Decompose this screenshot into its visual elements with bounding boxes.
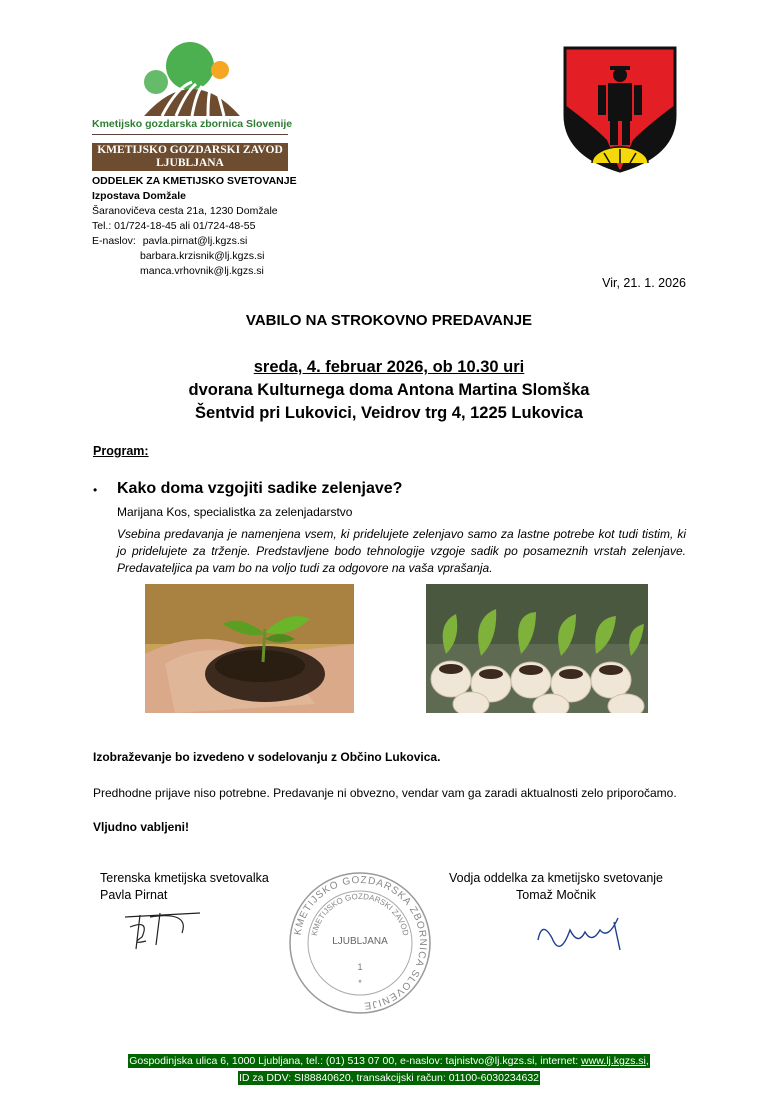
- seedling-hands-photo: [145, 584, 354, 713]
- signature-right-drawing: [530, 910, 630, 965]
- signature-left: [100, 870, 269, 904]
- collaboration-note: Izobraževanje bo izvedeno v sodelovanju z Občino Lukovica.: [93, 750, 441, 764]
- footer-address: Gospodinjska ulica 6, 1000 Ljubljana, tel.: (01) 513 07 00, e-naslov: tajnistvo@lj.kgzs.si, internet:: [129, 1055, 582, 1067]
- org-name: Kmetijsko gozdarska zbornica Slovenije: [92, 118, 293, 130]
- official-stamp: [285, 868, 435, 1018]
- svg-text:KMETIJSKO GOZDARSKA ZBORNICA S: KMETIJSKO GOZDARSKA ZBORNICA SLOVENIJE: [292, 874, 429, 1011]
- program-label: Program:: [93, 444, 149, 458]
- signature-right: [441, 870, 671, 904]
- address: Šaranovičeva cesta 21a, 1230 Domžale: [92, 205, 278, 217]
- footer-tax-info: ID za DDV: SI88840620, transakcijski račun: 01100-6030234632: [238, 1072, 540, 1084]
- email-link[interactable]: pavla.pirnat@lj.kgzs.si: [142, 235, 248, 247]
- email-link[interactable]: manca.vrhovnik@lj.kgzs.si: [140, 265, 264, 277]
- institute-banner: [92, 143, 288, 171]
- phone: Tel.: 01/724-18-45 ali 01/724-48-55: [92, 220, 256, 232]
- lecture-description: Vsebina predavanja je namenjena vsem, ki pridelujete zelenjavo samo za lastne potrebe kot tudi tistim, ki jo pridelujete za trženje. Predstavljene bodo tehnologije vzgoje sadik po posameznih vrstah zelenjave. Predavateljica pa vam bo na voljo tudi za odgovore na vaša vprašanja.: [117, 527, 686, 575]
- svg-text:LJUBLJANA: LJUBLJANA: [332, 936, 388, 947]
- svg-text:*: *: [358, 978, 362, 988]
- institute-line2: LJUBLJANA: [156, 157, 224, 169]
- signature-left-name: Pavla Pirnat: [100, 888, 168, 902]
- department: ODDELEK ZA KMETIJSKO SVETOVANJE: [92, 175, 297, 187]
- lecture-title: Kako doma vzgojiti sadike zelenjave?: [117, 480, 403, 497]
- svg-text:KMETIJSKO GOZDARSKI ZAVOD: KMETIJSKO GOZDARSKI ZAVOD: [309, 891, 411, 937]
- email-label: E-naslov:: [92, 235, 136, 247]
- footer-line2: [0, 1072, 778, 1084]
- signature-left-drawing: [120, 905, 220, 955]
- event-location: Šentvid pri Lukovici, Veidrov trg 4, 1225 Lukovica: [195, 404, 583, 422]
- event-when: sreda, 4. februar 2026, ob 10.30 uri: [253, 358, 525, 376]
- prereg-note: Predhodne prijave niso potrebne. Predavanje ni obvezno, vendar vam ga zaradi aktualnosti zelo priporočamo.: [93, 786, 677, 800]
- event-venue: dvorana Kulturnega doma Antona Martina Slomška: [188, 381, 590, 399]
- signature-right-name: Tomaž Močnik: [516, 888, 596, 902]
- bullet-icon: •: [93, 483, 98, 497]
- email-link[interactable]: barbara.krzisnik@lj.kgzs.si: [140, 250, 265, 262]
- institute-line1: KMETIJSKO GOZDARSKI ZAVOD: [97, 144, 283, 156]
- footer-comma: ,: [645, 1055, 649, 1067]
- document-date: Vir, 21. 1. 2026: [602, 276, 686, 290]
- event-details: [0, 356, 778, 425]
- contact-block: [92, 174, 297, 279]
- org-divider: [92, 134, 288, 135]
- page-title: VABILO NA STROKOVNO PREDAVANJE: [245, 312, 533, 329]
- footer-website-link[interactable]: www.lj.kgzs.si: [581, 1055, 646, 1067]
- signature-left-role: Terenska kmetijska svetovalka: [100, 871, 269, 885]
- svg-text:1: 1: [357, 962, 363, 972]
- municipality-crest: [562, 45, 678, 173]
- lecturer: Marijana Kos, specialistka za zelenjadarstvo: [117, 505, 353, 519]
- welcome-note: Vljudno vabljeni!: [93, 820, 190, 834]
- footer-line1: [0, 1055, 778, 1067]
- branch: Izpostava Domžale: [92, 190, 186, 202]
- signature-right-role: Vodja oddelka za kmetijsko svetovanje: [448, 871, 663, 885]
- eggshell-seedlings-photo: [426, 584, 648, 713]
